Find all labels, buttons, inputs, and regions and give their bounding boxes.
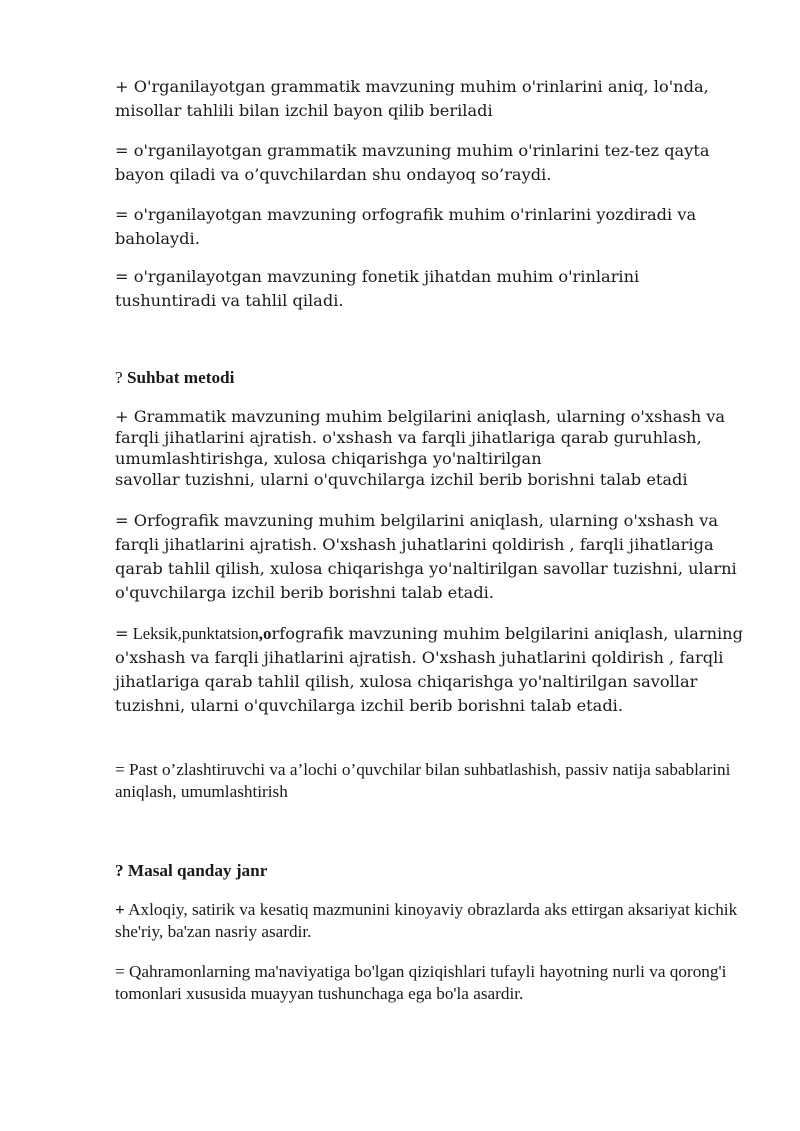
question-2-heading [115,367,745,389]
answer-option-1-4 [115,265,745,313]
answer-marker: = [115,141,129,160]
answer-option-2-1 [115,406,745,490]
answer-text: Grammatik mavzuning muhim belgilarini aniqlash, ularning o'xshash va farqli jihatlarini ajratish. o'xshash va farqli jihatlariga qarab guruhlash, umumlashtirishga, xulosa chiqarishga yo'naltirilgan [115,407,726,468]
question-title: Masal qanday janr [123,861,268,880]
answer-marker: = [115,267,129,286]
answer-marker: + [115,77,129,96]
question-marker: ? [115,368,123,387]
answer-marker: = [115,205,129,224]
answer-text: Orfografik mavzuning muhim belgilarini aniqlash, ularning o'xshash va farqli jihatlarini ajratish. O'xshash juhatlarini qoldirish , farqli jihatlariga qarab tahlil qilish, xulosa chiqarishga yo'naltirilgan savollar tuzishni, ularni o'quvchilarga izchil berib borishni talab etadi. [115,511,737,602]
answer-text: rfografik mavzuning muhim belgilarini aniqlash, ularning o'xshash va farqli jihatlarini ajratish. O'xshash juhatlarini qoldirish , farqli jihatlariga qarab tahlil qilish, xulosa chiqarishga yo'naltirilgan savollar tuzishni, ularni o'quvchilarga izchil berib borishni talab etadi. [115,624,743,715]
answer-marker: = [115,511,129,530]
answer-option-2-4 [115,759,745,803]
answer-marker: + [115,407,129,426]
answer-option-3-1 [115,899,745,943]
answer-text: o'rganilayotgan mavzuning fonetik jihatdan muhim o'rinlarini tushuntiradi va tahlil qiladi. [115,267,640,310]
answer-marker: = [115,624,129,643]
answer-text: Axloqiy, satirik va kesatiq mazmunini kinoyaviy obrazlarda aks ettirgan aksariyat kichik she'riy, ba'zan nasriy asardir. [115,900,738,941]
answer-text: Past o’zlashtiruvchi va a’lochi o’quvchilar bilan suhbatlashish, passiv natija sabablarini aniqlash, umumlashtirish [115,760,731,801]
answer-marker: = [115,760,125,779]
answer-option-2-3 [115,622,745,718]
answer-text: o'rganilayotgan grammatik mavzuning muhim o'rinlarini tez-tez qayta bayon qiladi va o’quvchilardan shu ondayoq so’raydi. [115,141,710,184]
answer-option-1-2 [115,139,745,187]
answer-text: O'rganilayotgan grammatik mavzuning muhim o'rinlarini aniq, lo'nda, misollar tahlili bilan izchil bayon qilib beriladi [115,77,709,120]
answer-bold-part: ,o [258,624,272,643]
question-marker: ? [115,861,124,880]
answer-marker: + [115,900,125,919]
answer-prefix: Leksik,punktatsion [128,624,259,643]
question-3-heading [115,860,745,882]
answer-text: o'rganilayotgan mavzuning orfografik muhim o'rinlarini yozdiradi va baholaydi. [115,205,697,248]
answer-option-1-3 [115,203,745,251]
answer-option-2-2 [115,509,745,605]
answer-option-3-2 [115,961,745,1005]
answer-option-1-1 [115,75,745,123]
question-title: Suhbat metodi [126,368,235,387]
answer-marker: = [115,962,125,981]
answer-text-continuation: savollar tuzishni, ularni o'quvchilarga izchil berib borishni talab etadi [115,470,688,489]
answer-text: Qahramonlarning ma'naviyatiga bo'lgan qiziqishlari tufayli hayotning nurli va qorong'i tomonlari xususida muayyan tushunchaga ega bo'la asardir. [115,962,727,1003]
